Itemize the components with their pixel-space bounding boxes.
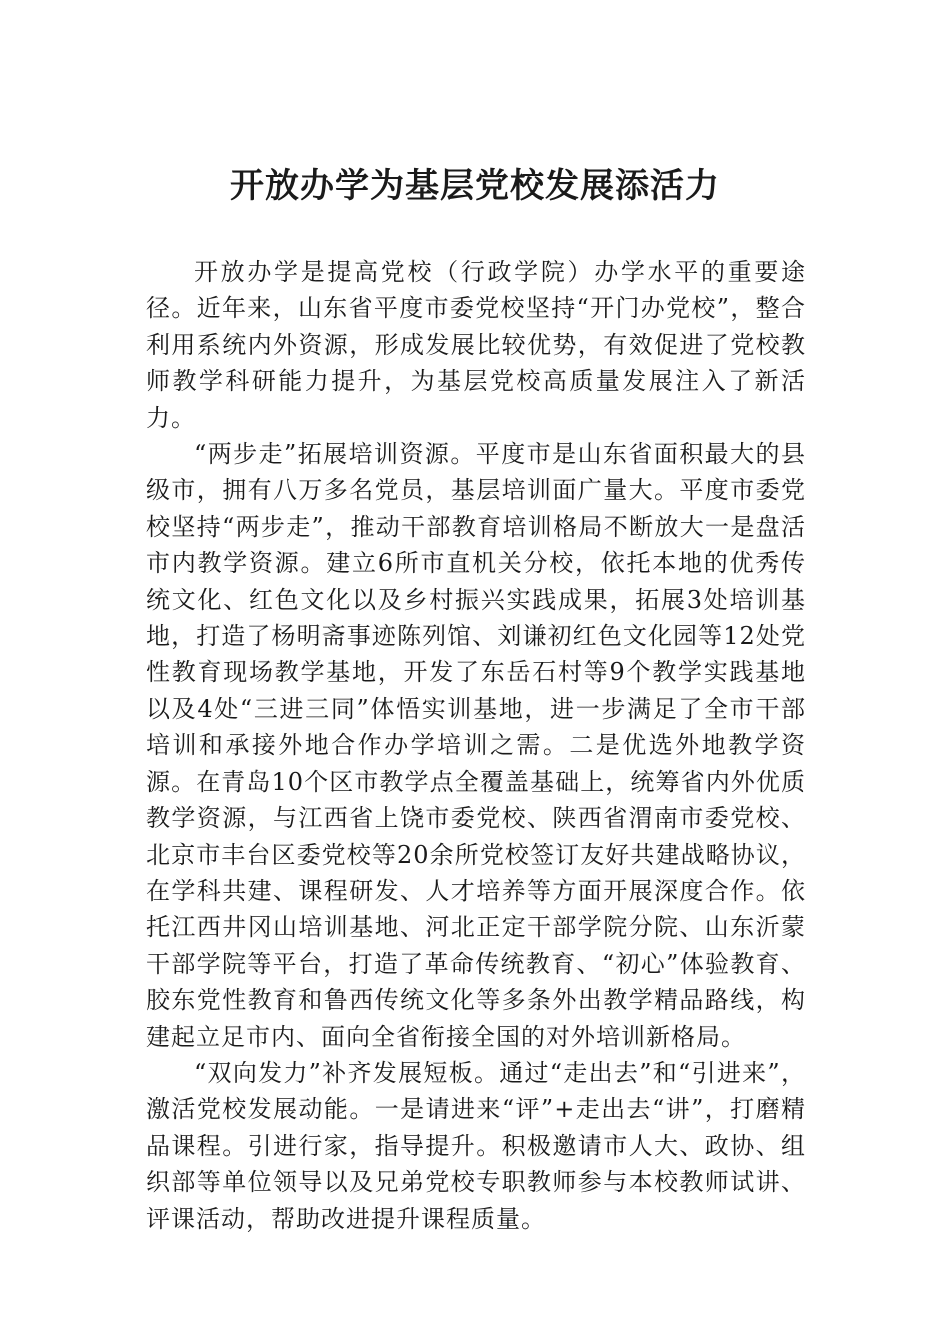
document-body xyxy=(146,254,806,1237)
paragraph-intro: 开放办学是提高党校（行政学院）办学水平的重要途径。近年来，山东省平度市委党校坚持“开门办党校”，整合利用系统内外资源，形成发展比较优势，有效促进了党校教师教学科研能力提升，为基层党校高质量发展注入了新活力。 xyxy=(146,258,806,432)
paragraph-two-way: “双向发力”补齐发展短板。通过“走出去”和“引进来”，激活党校发展动能。一是请进来“评”+走出去“讲”，打磨精品课程。引进行家，指导提升。积极邀请市人大、政协、组织部等单位领导以及兄弟党校专职教师参与本校教师试讲、评课活动，帮助改进提升课程质量。 xyxy=(146,1058,806,1233)
document-title: 开放办学为基层党校发展添活力 xyxy=(230,166,720,206)
paragraph-two-steps: “两步走”拓展培训资源。平度市是山东省面积最大的县级市，拥有八万多名党员，基层培训面广量大。平度市委党校坚持“两步走”，推动干部教育培训格局不断放大一是盘活市内教学资源。建立6所市直机关分校，依托本地的优秀传统文化、红色文化以及乡村振兴实践成果，拓展3处培训基地，打造了杨明斋事迹陈列馆、刘谦初红色文化园等12处党性教育现场教学基地，开发了东岳石村等9个教学实践基地以及4处“三进三同”体悟实训基地，进一步满足了全市干部培训和承接外地合作办学培训之需。二是优选外地教学资源。在青岛10个区市教学点全覆盖基础上，统筹省内外优质教学资源，与江西省上饶市委党校、陕西省渭南市委党校、北京市丰台区委党校等20余所党校签订友好共建战略协议，在学科共建、课程研发、人才培养等方面开展深度合作。依托江西井冈山培训基地、河北正定干部学院分院、山东沂蒙干部学院等平台，打造了革命传统教育、“初心”体验教育、胶东党性教育和鲁西传统文化等多条外出教学精品路线，构建起立足市内、面向全省衔接全国的对外培训新格局。 xyxy=(146,440,806,1051)
